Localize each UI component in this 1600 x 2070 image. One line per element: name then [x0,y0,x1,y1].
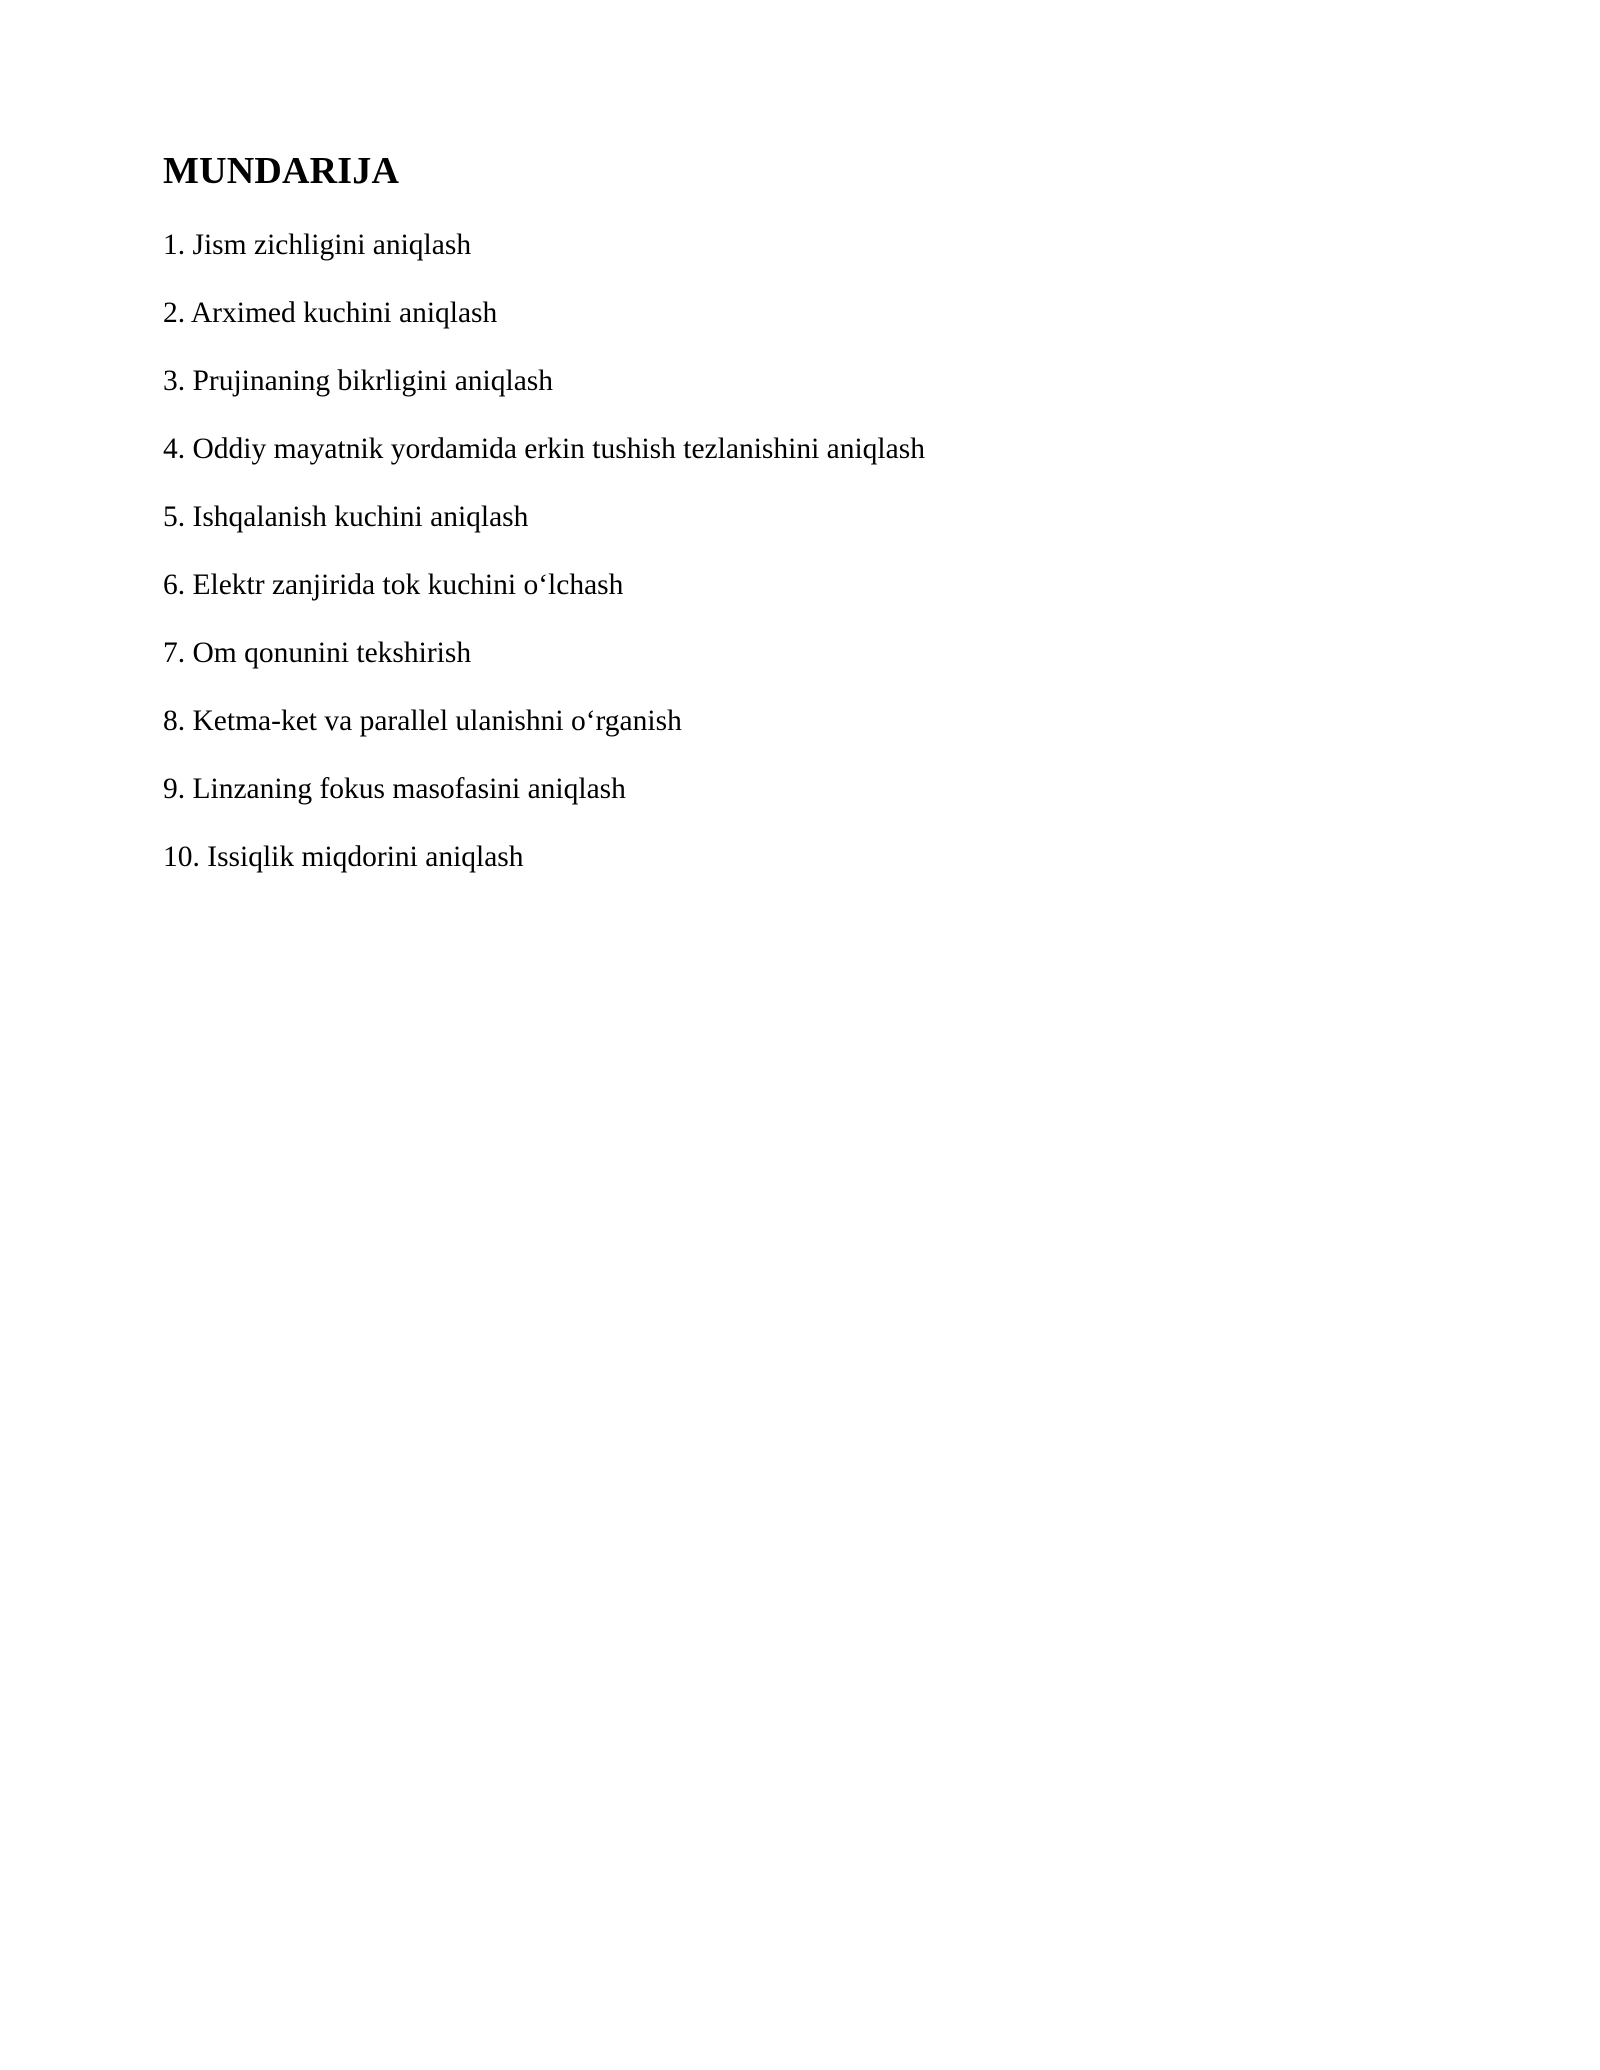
toc-item: 5. Ishqalanish kuchini aniqlash [163,501,529,533]
toc-item: 9. Linzaning fokus masofasini aniqlash [163,773,626,805]
toc-item: 10. Issiqlik miqdorini aniqlash [163,841,524,873]
page-title: MUNDARIJA [163,150,400,192]
toc-item: 2. Arximed kuchini aniqlash [163,297,498,329]
toc-item: 6. Elektr zanjirida tok kuchini o‘lchash [163,569,624,601]
toc-item: 7. Om qonunini tekshirish [163,637,472,669]
toc-item: 1. Jism zichligini aniqlash [163,229,472,261]
toc-item: 8. Ketma-ket va parallel ulanishni o‘rganish [163,705,682,737]
toc-item: 3. Prujinaning bikrligini aniqlash [163,365,554,397]
toc-item: 4. Oddiy mayatnik yordamida erkin tushish tezlanishini aniqlash [163,433,925,465]
table-of-contents [163,224,925,904]
